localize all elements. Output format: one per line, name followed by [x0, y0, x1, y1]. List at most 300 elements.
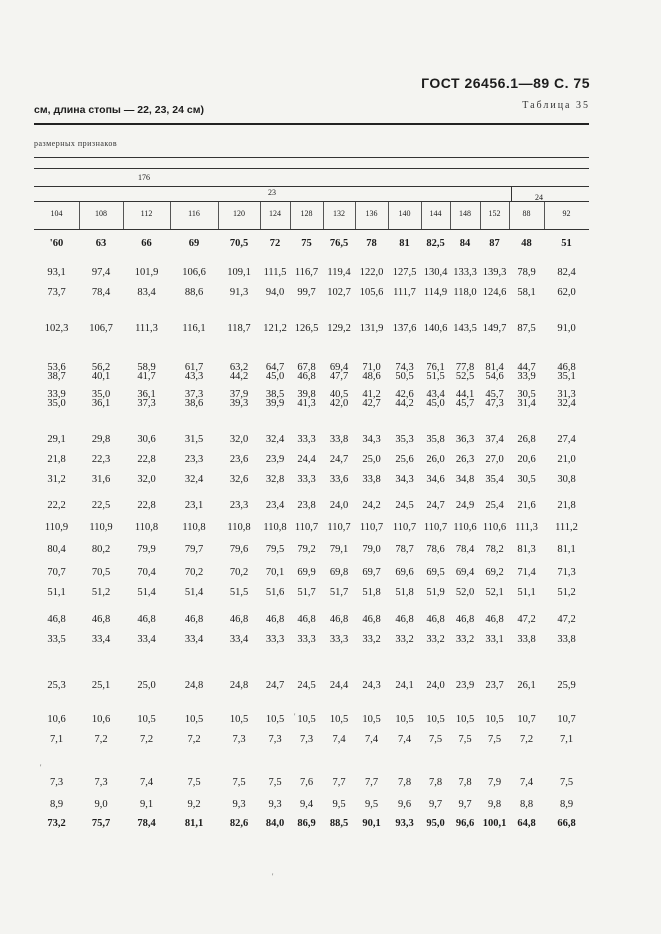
table-cell: 7,5 [232, 777, 246, 788]
table-cell: 23,3 [229, 500, 249, 511]
table-cell: 33,3 [265, 634, 285, 645]
table-cell: 110,8 [263, 522, 287, 533]
table-cell: 91,3 [229, 287, 249, 298]
table-cell: 10,5 [395, 714, 414, 725]
table-cell: 47,3 [485, 398, 504, 409]
column-header: 132 [333, 209, 345, 218]
table-cell: 111,7 [393, 287, 416, 298]
table-cell: 9,2 [187, 799, 201, 810]
column-header: 116 [188, 209, 200, 218]
table-cell: 110,8 [182, 522, 206, 533]
table-row [34, 633, 589, 649]
table-cell: 32,0 [137, 474, 156, 485]
table-cell: 7,2 [139, 734, 154, 745]
table-cell: 110,9 [44, 522, 69, 533]
table-cell: 35,4 [485, 474, 504, 485]
table-cell: 23,6 [229, 454, 249, 465]
table-cell: 27,0 [485, 454, 504, 465]
table-cell: 110,7 [392, 522, 417, 533]
table-cell: 33,8 [557, 634, 576, 645]
table-cell: 70,2 [229, 567, 249, 578]
table-cell: 30,5 [517, 389, 536, 400]
table-cell: 10,5 [485, 714, 504, 725]
table-cell: 39,3 [229, 398, 249, 409]
table-cell: 7,4 [332, 734, 346, 745]
table-cell: 110,8 [227, 522, 251, 533]
table-cell: 78,2 [485, 544, 504, 555]
table-cell: 33,3 [297, 474, 316, 485]
table-cell: 140,6 [423, 323, 448, 334]
table-row [34, 499, 589, 515]
table-cell: 46,8 [362, 614, 381, 625]
table-cell: 25,0 [362, 454, 381, 465]
table-cell: 109,1 [227, 267, 251, 278]
table-cell: 33,4 [137, 634, 156, 645]
table-cell: 47,7 [329, 371, 349, 382]
table-cell: 110,6 [482, 522, 507, 533]
table-cell: 9,5 [364, 799, 379, 810]
table-cell: 10,6 [91, 714, 111, 725]
table-cell: 23,4 [265, 500, 285, 511]
table-cell: 90,1 [362, 818, 381, 829]
table-cell: 76,1 [426, 362, 445, 373]
table-cell: 42,0 [329, 398, 349, 409]
table-cell: 44,1 [455, 389, 475, 400]
table-cell: 111,3 [135, 323, 158, 334]
column-divider [480, 202, 481, 229]
table-cell: 99,7 [297, 287, 316, 298]
table-cell: 71,4 [517, 567, 536, 578]
table-cell: 33,4 [91, 634, 111, 645]
table-cell: 24,7 [265, 680, 285, 691]
table-cell: 38,5 [265, 389, 285, 400]
table-cell: 10,5 [184, 714, 204, 725]
table-cell: 10,5 [137, 714, 156, 725]
table-cell: 25,6 [395, 454, 414, 465]
column-header: 112 [140, 209, 153, 218]
table-cell: 69,9 [297, 567, 316, 578]
table-cell: 7,2 [519, 734, 534, 745]
table-cell: 102,3 [44, 323, 69, 334]
table-row [34, 322, 589, 338]
table-cell: 116,1 [182, 323, 206, 334]
table-cell: 111,3 [515, 522, 538, 533]
table-cell: 33,6 [329, 474, 349, 485]
table-cell: 37,3 [184, 389, 204, 400]
table-cell: 7,7 [332, 777, 346, 788]
table-cell: 51,5 [426, 371, 445, 382]
table-cell: 95,0 [426, 818, 445, 829]
table-cell: 87 [489, 238, 500, 249]
table-cell: 32,4 [265, 434, 285, 445]
table-cell: 110,7 [294, 522, 319, 533]
table-cell: 30,6 [137, 434, 156, 445]
table-cell: 110,8 [134, 522, 159, 533]
table-cell: 51,7 [329, 587, 349, 598]
table-cell: 31,2 [47, 474, 66, 485]
table-cell: 26,3 [455, 454, 475, 465]
table-cell: 10,5 [229, 714, 249, 725]
table-cell: 46,8 [265, 614, 285, 625]
table-cell: 47,2 [517, 614, 536, 625]
table-cell: 36,1 [91, 398, 111, 409]
table-cell: 81 [399, 238, 410, 249]
table-cell: 46,8 [485, 614, 504, 625]
table-cell: 88,5 [329, 818, 349, 829]
table-cell: 24,0 [329, 500, 349, 511]
table-cell: 78,9 [517, 267, 536, 278]
table-cell: 33,3 [329, 634, 349, 645]
table-cell: 46,8 [297, 371, 316, 382]
column-header-row [34, 202, 589, 230]
table-cell: 78,4 [91, 287, 111, 298]
table-cell: 7,5 [559, 777, 574, 788]
table-cell: 70,5 [91, 567, 111, 578]
table-cell: 81,1 [557, 544, 576, 555]
column-header: 148 [459, 209, 471, 218]
table-cell: 7,3 [268, 734, 282, 745]
table-cell: 97,4 [91, 267, 111, 278]
group-header-24: 24 [535, 193, 543, 202]
table-cell: 116,7 [294, 267, 319, 278]
table-cell: 51,1 [47, 587, 66, 598]
table-cell: 79,7 [184, 544, 204, 555]
table-cell: 51,2 [557, 587, 576, 598]
table-cell: 25,9 [557, 680, 576, 691]
table-cell: 7,1 [559, 734, 574, 745]
table-cell: 96,6 [455, 818, 475, 829]
table-cell: 32,4 [184, 474, 204, 485]
table-cell: 121,2 [263, 323, 287, 334]
table-cell: 70,5 [229, 238, 249, 249]
table-cell: 23,8 [297, 500, 316, 511]
table-cell: 80,4 [47, 544, 66, 555]
table-cell: 46,8 [329, 614, 349, 625]
table-cell: 22,8 [137, 500, 156, 511]
table-cell: 63 [95, 238, 107, 249]
table-cell: 24,9 [455, 500, 475, 511]
table-cell: 102,7 [327, 287, 351, 298]
table-cell: 9,7 [458, 799, 472, 810]
table-cell: 84 [459, 238, 471, 249]
column-header: 124 [269, 209, 281, 218]
table-cell: 38,7 [47, 371, 66, 382]
table-cell: 33,8 [517, 634, 536, 645]
table-cell: 81,4 [485, 362, 504, 373]
table-cell: 71,0 [362, 362, 381, 373]
table-cell: 8,8 [519, 799, 534, 810]
table-row [34, 473, 589, 489]
table-cell: 76,5 [329, 238, 349, 249]
table-cell: 9,0 [94, 799, 108, 810]
table-cell: 7,4 [364, 734, 379, 745]
table-row [34, 566, 589, 582]
table-cell: 46,8 [47, 614, 66, 625]
table-cell: 10,5 [455, 714, 475, 725]
table-cell: 73,2 [47, 818, 66, 829]
table-cell: 7,4 [397, 734, 412, 745]
table-cell: 70,1 [265, 567, 285, 578]
table-cell: 37,9 [229, 389, 249, 400]
table-cell: 78,4 [137, 818, 156, 829]
table-cell: 7,5 [268, 777, 282, 788]
table-cell: 38,6 [184, 398, 204, 409]
table-cell: 73,7 [47, 287, 66, 298]
table-cell: 78,4 [455, 544, 475, 555]
table-cell: 29,1 [47, 434, 66, 445]
column-divider [260, 202, 261, 229]
table-cell: 110,7 [327, 522, 351, 533]
table-cell: 35,0 [47, 398, 66, 409]
table-cell: 111,5 [263, 267, 287, 278]
table-cell: 25,4 [485, 500, 504, 511]
table-cell: 143,5 [453, 323, 477, 334]
table-cell: 32,6 [229, 474, 249, 485]
table-cell: 44,2 [229, 371, 249, 382]
table-row [34, 733, 589, 749]
table-cell: 82,5 [426, 238, 445, 249]
table-cell: 32,0 [229, 434, 249, 445]
table-cell: 22,3 [91, 454, 111, 465]
table-cell: 21,6 [517, 500, 536, 511]
table-cell: 48,6 [362, 371, 381, 382]
table-cell: 40,5 [329, 389, 349, 400]
table-cell: 33,2 [455, 634, 475, 645]
table-cell: 46,8 [455, 614, 475, 625]
table-cell: 32,4 [557, 398, 576, 409]
table-cell: 36,3 [455, 434, 475, 445]
table-cell: 33,1 [485, 634, 504, 645]
table-cell: 33,4 [229, 634, 249, 645]
table-cell: 23,9 [265, 454, 285, 465]
column-header: 128 [300, 209, 313, 218]
table-cell: 130,4 [423, 267, 448, 278]
column-divider [123, 202, 124, 229]
table-cell: 41,2 [362, 389, 381, 400]
table-cell: 23,9 [455, 680, 475, 691]
table-row [34, 237, 589, 253]
table-cell: 81,3 [517, 544, 536, 555]
table-cell: 7,2 [94, 734, 108, 745]
table-cell: 93,1 [47, 267, 66, 278]
table-cell: 87,5 [517, 323, 536, 334]
header-rule [34, 157, 589, 158]
table-cell: 31,6 [91, 474, 111, 485]
table-cell: 118,7 [227, 323, 251, 334]
table-cell: 7,4 [139, 777, 154, 788]
column-divider [170, 202, 171, 229]
group-divider [511, 187, 512, 201]
table-cell: 24,7 [426, 500, 445, 511]
table-cell: 8,9 [559, 799, 574, 810]
table-cell: 33,9 [47, 389, 66, 400]
table-cell: 34,3 [362, 434, 381, 445]
stray-mark: ' [272, 872, 274, 881]
table-cell: 51,1 [517, 587, 536, 598]
table-cell: 42,6 [395, 389, 414, 400]
table-cell: 10,5 [329, 714, 349, 725]
table-cell: 10,6 [47, 714, 66, 725]
table-cell: 44,7 [517, 362, 536, 373]
table-cell: 10,5 [362, 714, 381, 725]
table-cell: 129,2 [327, 323, 351, 334]
table-cell: 23,3 [184, 454, 204, 465]
table-cell: 52,5 [455, 371, 475, 382]
table-number: Таблица 35 [522, 100, 590, 111]
table-cell: 40,1 [91, 371, 111, 382]
header-rule [34, 186, 589, 187]
table-cell: 75,7 [91, 818, 111, 829]
stray-mark: ' [294, 712, 296, 721]
table-cell: 33,3 [297, 634, 316, 645]
table-cell: 39,8 [297, 389, 316, 400]
table-cell: 79,1 [329, 544, 349, 555]
table-cell: 33,5 [47, 634, 66, 645]
table-cell: 23,7 [485, 680, 504, 691]
table-cell: 110,6 [453, 522, 477, 533]
column-divider [355, 202, 356, 229]
column-header: 136 [365, 209, 378, 218]
table-cell: 70,7 [47, 567, 66, 578]
table-cell: 31,4 [517, 398, 536, 409]
caption-rule [34, 123, 589, 125]
table-cell: 62,0 [557, 287, 576, 298]
table-row [34, 817, 589, 833]
table-cell: 48 [521, 238, 532, 249]
table-cell: 58,1 [517, 287, 536, 298]
table-cell: 81,1 [184, 818, 204, 829]
table-cell: 44,2 [395, 398, 414, 409]
table-cell: 8,9 [49, 799, 64, 810]
table-cell: 41,3 [297, 398, 316, 409]
table-cell: 21,0 [557, 454, 576, 465]
table-cell: 58,9 [137, 362, 156, 373]
table-cell: 74,3 [395, 362, 414, 373]
table-cell: 47,2 [557, 614, 576, 625]
table-cell: 72 [269, 238, 281, 249]
table-cell: 33,9 [517, 371, 536, 382]
table-cell: 35,8 [426, 434, 445, 445]
table-cell: 61,7 [184, 362, 204, 373]
table-cell: 69,6 [395, 567, 414, 578]
table-cell: 45,0 [265, 371, 285, 382]
table-cell: 51,6 [265, 587, 285, 598]
table-cell: 80,2 [91, 544, 111, 555]
table-cell: 79,6 [229, 544, 249, 555]
column-header: 144 [429, 209, 442, 218]
table-cell: 10,5 [297, 714, 316, 725]
table-cell: 66,8 [557, 818, 576, 829]
table-cell: 42,7 [362, 398, 381, 409]
table-cell: 51,4 [137, 587, 156, 598]
table-cell: 51,8 [362, 587, 381, 598]
table-row [34, 776, 589, 792]
table-cell: 79,2 [297, 544, 316, 555]
table-cell: 7,3 [49, 777, 64, 788]
table-cell: 33,8 [362, 474, 381, 485]
table-cell: 24,4 [329, 680, 349, 691]
table-cell: 10,5 [426, 714, 445, 725]
table-cell: 82,4 [557, 267, 576, 278]
table-cell: 91,0 [557, 323, 576, 334]
table-cell: 118,0 [453, 287, 477, 298]
table-cell: 46,8 [137, 614, 156, 625]
table-cell: 67,8 [297, 362, 316, 373]
table-cell: 7,8 [397, 777, 412, 788]
table-cell: 56,2 [91, 362, 111, 373]
table-cell: 9,4 [299, 799, 314, 810]
table-cell: 124,6 [482, 287, 507, 298]
column-header: 152 [488, 209, 501, 218]
table-cell: 7,8 [428, 777, 443, 788]
table-cell: 41,7 [137, 371, 156, 382]
table-cell: 21,8 [557, 500, 576, 511]
group-header-176: 176 [138, 173, 150, 182]
table-cell: '60 [49, 238, 64, 249]
table-cell: 26,8 [517, 434, 536, 445]
column-header: 120 [233, 209, 245, 218]
table-cell: 100,1 [482, 818, 507, 829]
table-cell: 9,3 [268, 799, 282, 810]
column-divider [290, 202, 291, 229]
table-cell: 51,9 [426, 587, 445, 598]
table-cell: 7,5 [487, 734, 502, 745]
table-cell: 77,8 [455, 362, 475, 373]
table-cell: 25,1 [91, 680, 111, 691]
table-cell: 21,8 [47, 454, 66, 465]
table-cell: 86,9 [297, 818, 316, 829]
table-cell: 26,1 [517, 680, 536, 691]
table-row [34, 586, 589, 602]
table-cell: 45,7 [485, 389, 504, 400]
table-cell: 46,8 [229, 614, 249, 625]
table-cell: 7,5 [187, 777, 201, 788]
table-cell: 54,6 [485, 371, 504, 382]
table-cell: 46,8 [557, 362, 576, 373]
table-cell: 31,5 [184, 434, 204, 445]
table-cell: 111,2 [555, 522, 578, 533]
table-cell: 43,4 [426, 389, 445, 400]
column-divider [450, 202, 451, 229]
table-cell: 25,3 [47, 680, 66, 691]
table-cell: 46,8 [91, 614, 111, 625]
table-cell: 37,4 [485, 434, 504, 445]
table-cell: 83,4 [137, 287, 156, 298]
table-cell: 33,8 [329, 434, 349, 445]
table-cell: 7,4 [519, 777, 534, 788]
table-subcaption: размерных признаков [34, 139, 118, 148]
table-cell: 34,6 [426, 474, 445, 485]
table-cell: 32,8 [265, 474, 285, 485]
table-row [34, 679, 589, 695]
table-cell: 24,5 [395, 500, 414, 511]
table-cell: 7,5 [428, 734, 443, 745]
table-cell: 50,5 [395, 371, 414, 382]
table-cell: 126,5 [294, 323, 319, 334]
table-cell: 52,1 [485, 587, 504, 598]
table-cell: 24,5 [297, 680, 316, 691]
table-cell: 7,8 [458, 777, 472, 788]
table-cell: 9,7 [428, 799, 443, 810]
column-divider [79, 202, 80, 229]
table-cell: 7,2 [187, 734, 201, 745]
table-cell: 9,1 [139, 799, 154, 810]
table-cell: 7,9 [487, 777, 502, 788]
table-cell: 51,5 [229, 587, 249, 598]
table-cell: 46,8 [426, 614, 445, 625]
table-cell: 64,8 [517, 818, 536, 829]
table-cell: 110,9 [89, 522, 113, 533]
